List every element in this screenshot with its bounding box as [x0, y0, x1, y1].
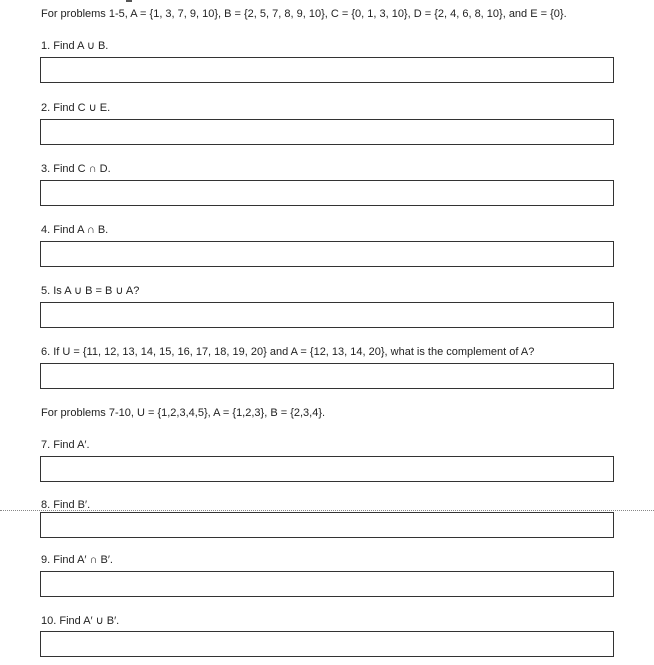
question-2-answer-box[interactable] [40, 119, 614, 145]
question-6-answer-box[interactable] [40, 363, 614, 389]
question-1-answer-box[interactable] [40, 57, 614, 83]
question-7-answer-box[interactable] [40, 456, 614, 482]
question-2-label: 2. Find C ∪ E. [41, 102, 111, 114]
question-9-label: 9. Find A′ ∩ B′. [41, 554, 113, 566]
page-break-line [0, 510, 654, 511]
question-8-label: 8. Find B′. [41, 499, 91, 511]
question-3-label: 3. Find C ∩ D. [41, 163, 111, 175]
question-4-label: 4. Find A ∩ B. [41, 224, 109, 236]
question-8-answer-box[interactable] [40, 512, 614, 538]
question-5-answer-box[interactable] [40, 302, 614, 328]
intro-problems-1-5: For problems 1-5, A = {1, 3, 7, 9, 10}, B = {2, 5, 7, 8, 9, 10}, C = {0, 1, 3, 10}, D = {2, 4, 6, 8, 10}, and E = {0}. [41, 8, 567, 20]
question-6-label: 6. If U = {11, 12, 13, 14, 15, 16, 17, 18, 19, 20} and A = {12, 13, 14, 20}, what is the complement of A? [41, 346, 535, 358]
question-10-answer-box[interactable] [40, 631, 614, 657]
question-4-answer-box[interactable] [40, 241, 614, 267]
question-1-label: 1. Find A ∪ B. [41, 40, 109, 52]
question-9-answer-box[interactable] [40, 571, 614, 597]
question-7-label: 7. Find A′. [41, 439, 90, 451]
question-3-answer-box[interactable] [40, 180, 614, 206]
intro-problems-7-10: For problems 7-10, U = {1,2,3,4,5}, A = {1,2,3}, B = {2,3,4}. [41, 407, 326, 419]
page-top-mark [126, 0, 132, 2]
question-5-label: 5. Is A ∪ B = B ∪ A? [41, 285, 140, 297]
question-10-label: 10. Find A′ ∪ B′. [41, 615, 120, 627]
